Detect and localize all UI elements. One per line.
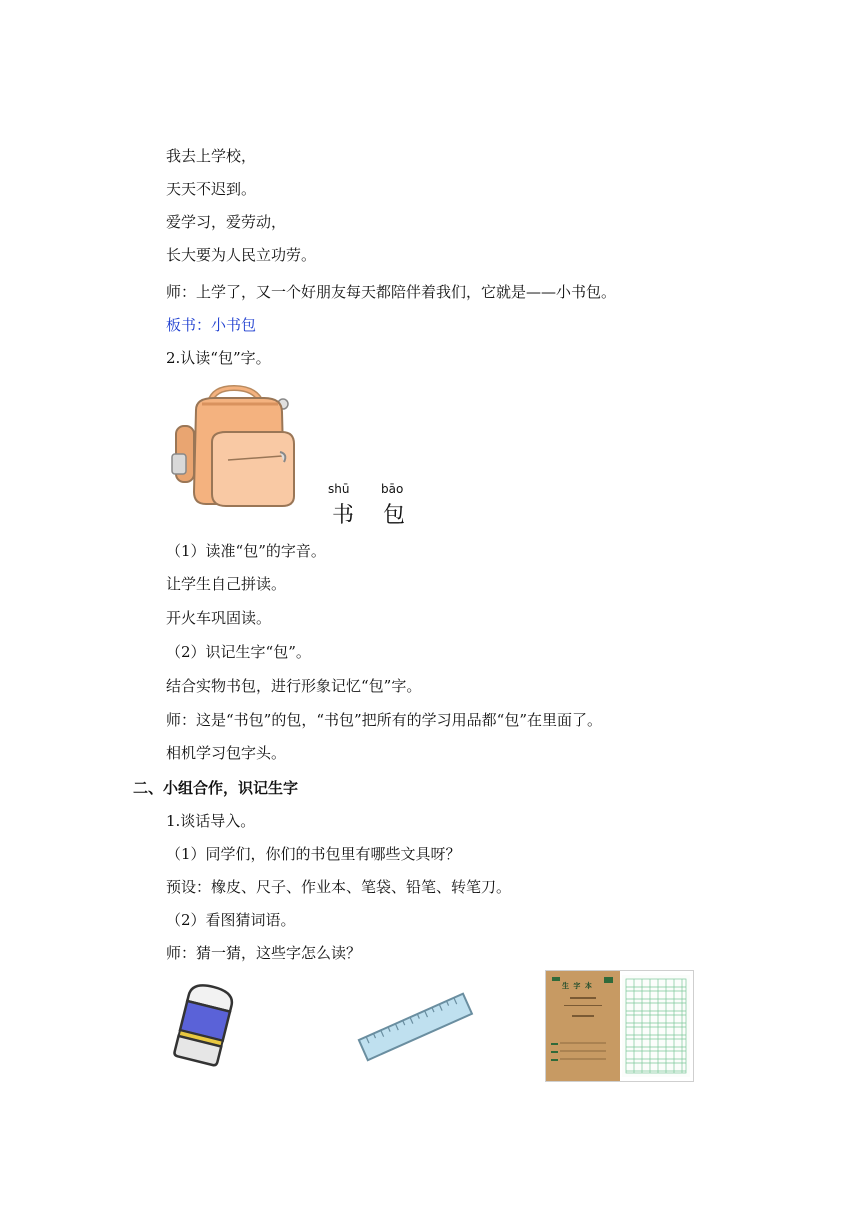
eraser-illustration — [168, 982, 242, 1068]
part1-line-3: 开火车巩固读。 — [166, 609, 272, 627]
pinyin-bao: bāo — [381, 482, 404, 496]
part1-line-1: （1）读准“包”的字音。 — [166, 542, 326, 560]
part1-line-6: 师：这是“书包”的包，“书包”把所有的学习用品都“包”在里面了。 — [166, 711, 603, 729]
part1-line-2: 让学生自己拼读。 — [166, 575, 287, 593]
notebook-grid-page — [622, 975, 690, 1077]
poem-line-2: 天天不迟到。 — [166, 180, 257, 198]
part1-line-5: 结合实物书包，进行形象记忆“包”字。 — [166, 677, 422, 695]
poem-line-3: 爱学习，爱劳动， — [166, 213, 287, 231]
part2-line-4: （2）看图猜词语。 — [166, 911, 296, 929]
teacher-intro: 师：上学了，又一个好朋友每天都陪伴着我们，它就是——小书包。 — [166, 283, 617, 301]
part2-line-5: 师：猜一猜，这些字怎么读？ — [166, 944, 362, 962]
notebook-cover — [546, 971, 620, 1081]
board-writing: 板书：小书包 — [166, 316, 257, 334]
part1-line-4: （2）识记生字“包”。 — [166, 643, 311, 661]
ruler-illustration — [356, 990, 474, 1062]
part2-line-2: （1）同学们，你们的书包里有哪些文具呀？ — [166, 845, 461, 863]
part2-line-1: 1.谈话导入。 — [166, 812, 256, 830]
part1-line-7: 相机学习包字头。 — [166, 744, 287, 762]
poem-line-1: 我去上学校， — [166, 147, 257, 165]
step-2: 2.认读“包”字。 — [166, 349, 271, 367]
hanzi-shu: 书 — [332, 503, 355, 528]
pinyin-shu: shū — [328, 482, 350, 496]
part2-line-3: 预设：橡皮、尺子、作业本、笔袋、铅笔、转笔刀。 — [166, 878, 512, 896]
hanzi-bao: 包 — [383, 503, 406, 528]
poem-line-4: 长大要为人民立功劳。 — [166, 246, 317, 264]
section-2-heading: 二、小组合作，识记生字 — [133, 779, 299, 797]
notebook-cover-title: 生 字 本 — [562, 982, 593, 990]
backpack-illustration — [170, 382, 298, 510]
notebook-illustration — [545, 970, 694, 1082]
